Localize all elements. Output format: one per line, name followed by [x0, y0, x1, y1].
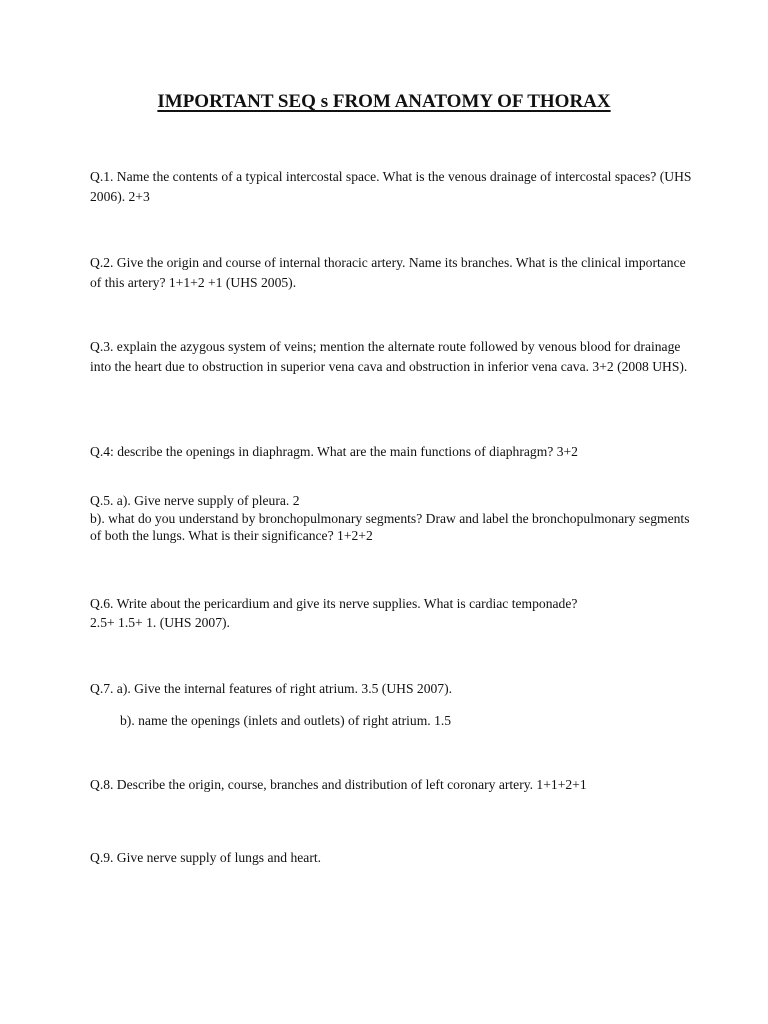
question-8: Q.8. Describe the origin, course, branches and distribution of left coronary artery. 1+1+2+1: [90, 777, 587, 792]
question-9: Q.9. Give nerve supply of lungs and heart.: [90, 850, 322, 865]
question-1: Q.1. Name the contents of a typical intercostal space. What is the venous drainage of intercostal spaces? (UHS 2006). 2+3: [90, 169, 692, 204]
question-6-line-2: 2.5+ 1.5+ 1. (UHS 2007).: [90, 615, 230, 630]
question-2: Q.2. Give the origin and course of internal thoracic artery. Name its branches. What is the clinical importance of this artery? 1+1+2 +1 (UHS 2005).: [90, 255, 686, 290]
question-7b: b). name the openings (inlets and outlets) of right atrium. 1.5: [120, 713, 452, 728]
page-title-text: IMPORTANT SEQ s FROM ANATOMY OF THORAX: [157, 91, 611, 112]
question-3: Q.3. explain the azygous system of veins; mention the alternate route followed by venous blood for drainage into the heart due to obstruction in superior vena cava and obstruction in inferior vena cava. 3+2 (2008 UHS).: [90, 339, 688, 374]
question-5b: b). what do you understand by bronchopulmonary segments? Draw and label the bronchopulmonary segments of both the lungs. What is their significance? 1+2+2: [90, 511, 690, 543]
question-5a: Q.5. a). Give nerve supply of pleura. 2: [90, 493, 300, 508]
page-title: [0, 89, 768, 115]
question-7a: Q.7. a). Give the internal features of right atrium. 3.5 (UHS 2007).: [90, 681, 453, 696]
question-4: Q.4: describe the openings in diaphragm. What are the main functions of diaphragm? 3+2: [90, 444, 578, 459]
question-6-line-1: Q.6. Write about the pericardium and give its nerve supplies. What is cardiac temponade?: [90, 596, 578, 611]
